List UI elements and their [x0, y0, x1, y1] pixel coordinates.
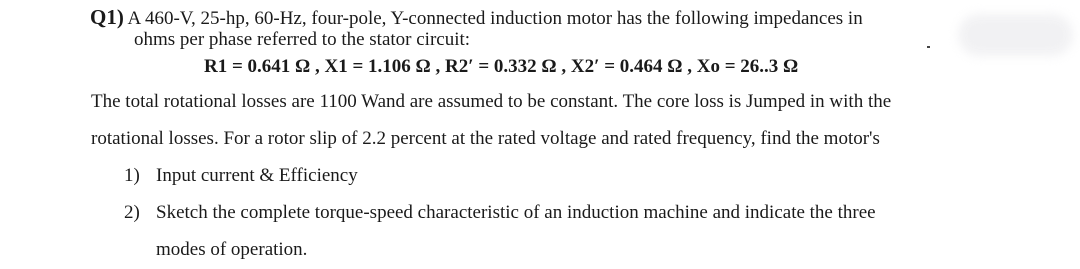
list-item-1: [124, 165, 358, 187]
list-item-2: [124, 202, 876, 224]
list-item-text: Sketch the complete torque-speed characteristic of an induction machine and indicate the three: [156, 202, 876, 223]
question-number: Q1): [90, 5, 124, 29]
question-text-line-2: ohms per phase referred to the stator circuit:: [134, 29, 471, 50]
parameter-values: R1 = 0.641 Ω , X1 = 1.106 Ω , R2′ = 0.332 Ω , X2′ = 0.464 Ω , Xo = 26..3 Ω: [204, 56, 799, 77]
question-text-line-1: A 460-V, 25-hp, 60-Hz, four-pole, Y-connected induction motor has the following impedances in: [127, 8, 863, 29]
paragraph-line-2: rotational losses. For a rotor slip of 2.2 percent at the rated voltage and rated frequency, find the motor's: [91, 128, 880, 149]
list-item-2-continuation: modes of operation.: [156, 239, 308, 260]
stray-mark: [927, 46, 930, 48]
list-number: 2): [124, 202, 140, 223]
ink-smudge: [958, 14, 1073, 56]
list-item-text: Input current & Efficiency: [156, 165, 358, 186]
paragraph-line-1: The total rotational losses are 1100 Wand are assumed to be constant. The core loss is Jumped in with the: [91, 91, 892, 112]
list-number: 1): [124, 165, 140, 186]
question-header-line: [90, 6, 863, 30]
